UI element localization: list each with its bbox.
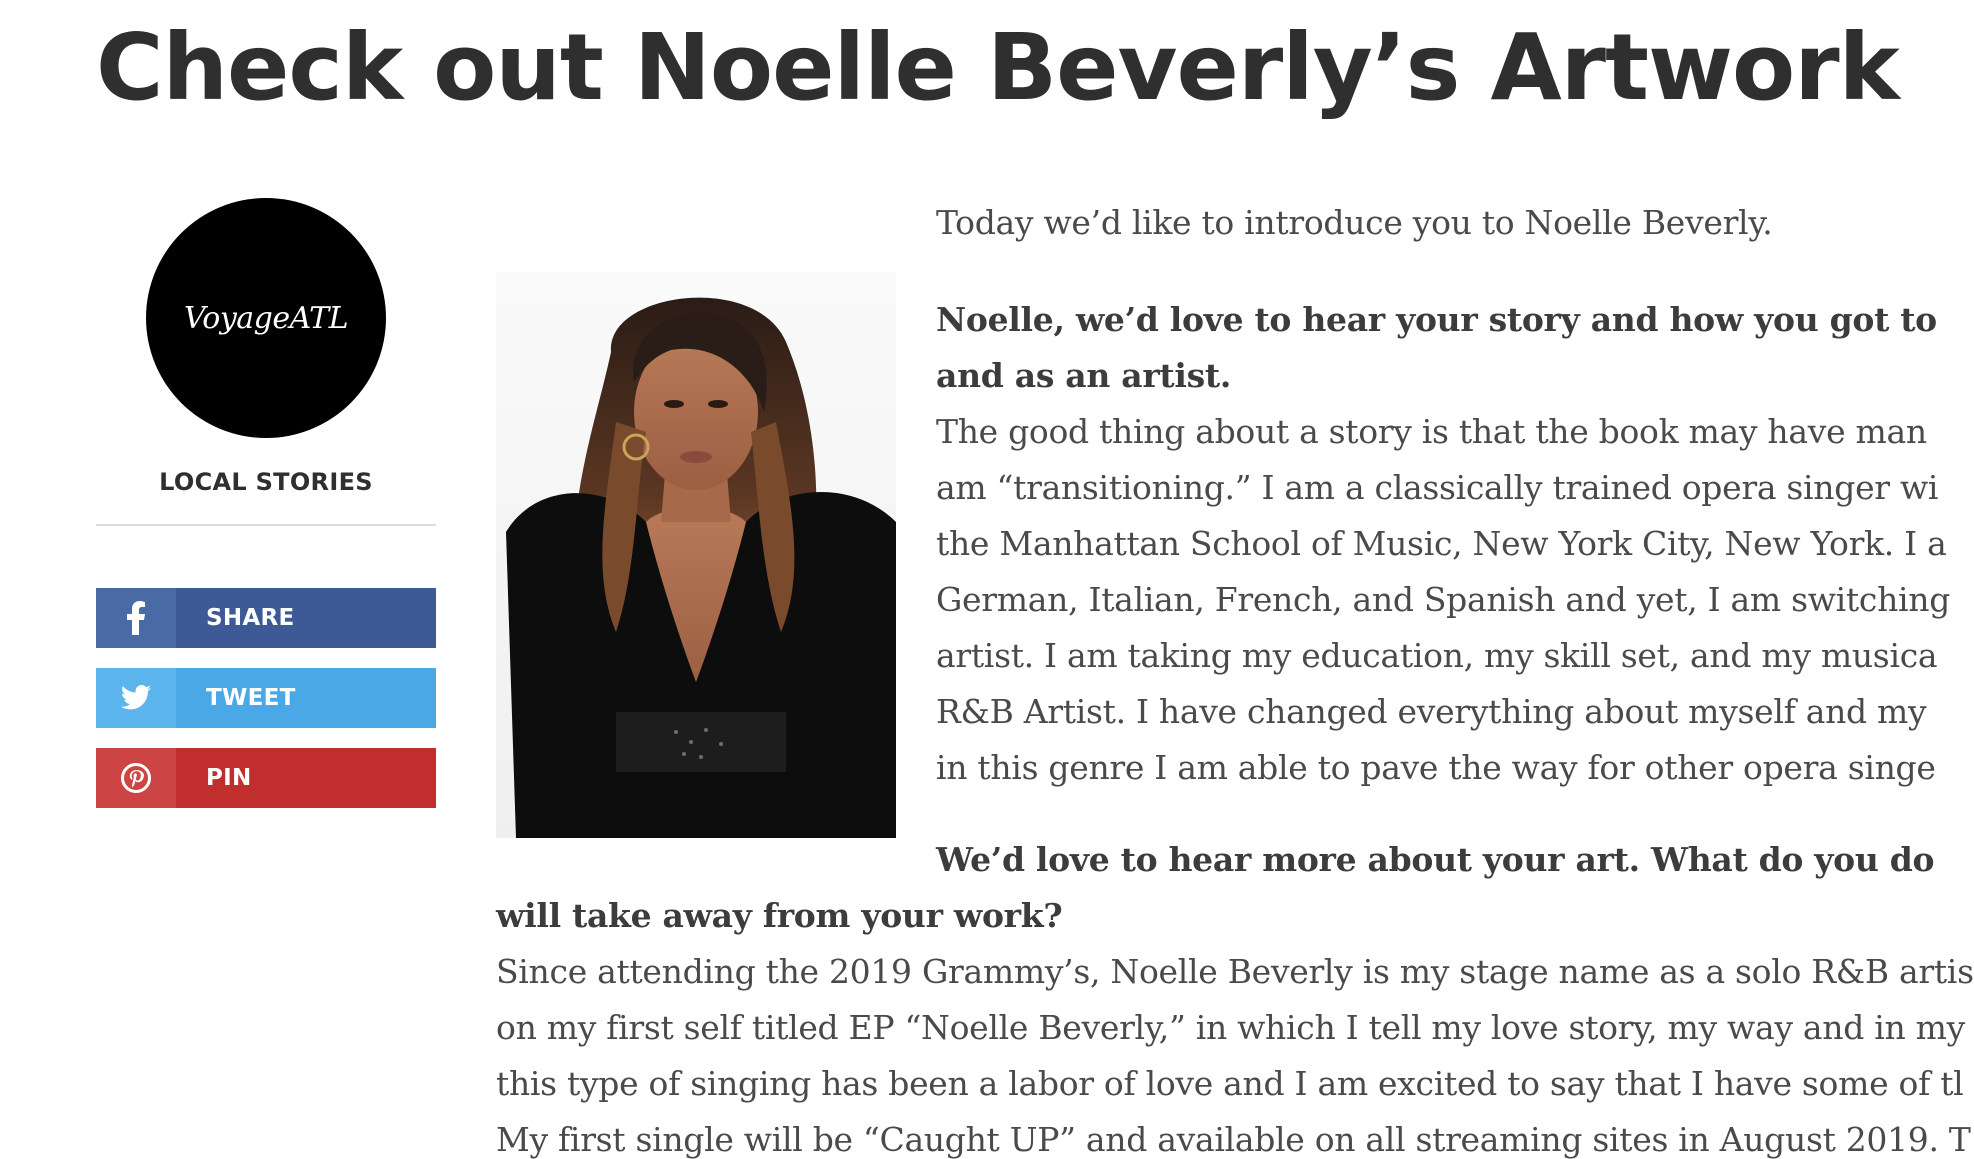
answer-1-line-2: am “transitioning.” I am a classically trained opera singer wi <box>936 468 1939 507</box>
category-local-stories-link[interactable]: LOCAL STORIES <box>159 468 373 496</box>
share-button-label: SHARE <box>206 605 295 631</box>
tweet-button-label: TWEET <box>206 685 296 711</box>
question-2-line-2: will take away from your work? <box>496 896 1063 935</box>
sidebar-divider <box>96 524 436 526</box>
question-1-line-2: and as an artist. <box>936 356 1232 395</box>
author-sidebar <box>96 198 436 828</box>
question-1-line-1: Noelle, we’d love to hear your story and how you got to <box>936 300 1937 339</box>
answer-1-line-4: German, Italian, French, and Spanish and yet, I am switching <box>936 580 1951 619</box>
pinterest-icon <box>96 748 176 808</box>
twitter-tweet-button[interactable] <box>96 668 436 728</box>
article-intro: Today we’d like to introduce you to Noelle Beverly. <box>936 203 1773 242</box>
answer-1-line-6: R&B Artist. I have changed everything about myself and my <box>936 692 1927 731</box>
voyageatl-logo[interactable] <box>146 198 386 438</box>
answer-2-line-1: Since attending the 2019 Grammy’s, Noelle Beverly is my stage name as a solo R&B artis <box>496 952 1974 991</box>
answer-1-line-5: artist. I am taking my education, my skill set, and my musica <box>936 636 1938 675</box>
answer-2-line-2: on my first self titled EP “Noelle Beverly,” in which I tell my love story, my way and in my <box>496 1008 1965 1047</box>
artist-portrait-photo <box>496 272 896 838</box>
logo-text: VoyageATL <box>183 300 349 336</box>
answer-2-line-3: this type of singing has been a labor of love and I am excited to say that I have some of tl <box>496 1064 1964 1103</box>
answer-2-line-4: My first single will be “Caught UP” and available on all streaming sites in August 2019. T <box>496 1120 1971 1159</box>
question-2-line-1: We’d love to hear more about your art. What do you do <box>936 840 1935 879</box>
page-title: Check out Noelle Beverly’s Artwork <box>96 14 1899 121</box>
answer-1-line-3: the Manhattan School of Music, New York City, New York. I a <box>936 524 1947 563</box>
answer-1-line-7: in this genre I am able to pave the way for other opera singe <box>936 748 1936 787</box>
share-buttons <box>96 588 436 808</box>
pin-button-label: PIN <box>206 765 252 791</box>
twitter-icon <box>96 668 176 728</box>
facebook-share-button[interactable] <box>96 588 436 648</box>
answer-1-line-1: The good thing about a story is that the book may have man <box>936 412 1927 451</box>
facebook-icon <box>96 588 176 648</box>
pinterest-pin-button[interactable] <box>96 748 436 808</box>
